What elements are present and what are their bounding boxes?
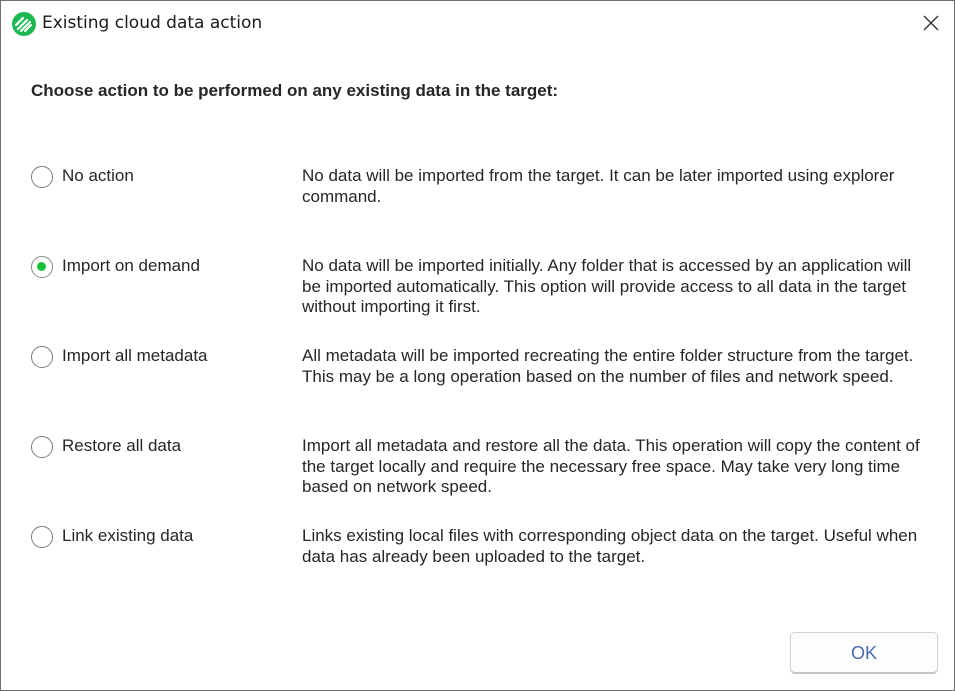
radio-no-action[interactable] [31,166,53,188]
ok-button[interactable]: OK [790,632,938,674]
radio-import-on-demand[interactable] [31,256,53,278]
window-title: Existing cloud data action [42,13,263,33]
radio-restore-all-data[interactable] [31,436,53,458]
page-title: Choose action to be performed on any existing data in the target: [31,81,559,100]
app-logo-icon [12,12,36,36]
radio-link-existing-data[interactable] [31,526,53,548]
option-label[interactable]: Link existing data [62,526,194,545]
option-description: All metadata will be imported recreating the entire folder structure from the target. This may be a long operation based on the number of files and network speed. [302,346,914,386]
option-label[interactable]: Import all metadata [62,346,208,365]
close-icon[interactable] [920,12,942,34]
option-description: Links existing local files with corresponding object data on the target. Useful when data has already been uploaded to the target. [302,526,918,566]
radio-import-all-metadata[interactable] [31,346,53,368]
option-label[interactable]: Restore all data [62,436,182,455]
option-description: No data will be imported initially. Any folder that is accessed by an application will be imported automatically. This option will provide access to all data in the target without importing it first. [302,256,912,316]
option-label[interactable]: Import on demand [62,256,200,275]
option-description: Import all metadata and restore all the data. This operation will copy the content of the target locally and require the necessary free space. May take very long time based on network speed. [302,436,920,496]
option-description: No data will be imported from the target. It can be later imported using explorer command. [302,166,895,206]
option-label[interactable]: No action [62,166,134,185]
title-bar [1,1,954,45]
